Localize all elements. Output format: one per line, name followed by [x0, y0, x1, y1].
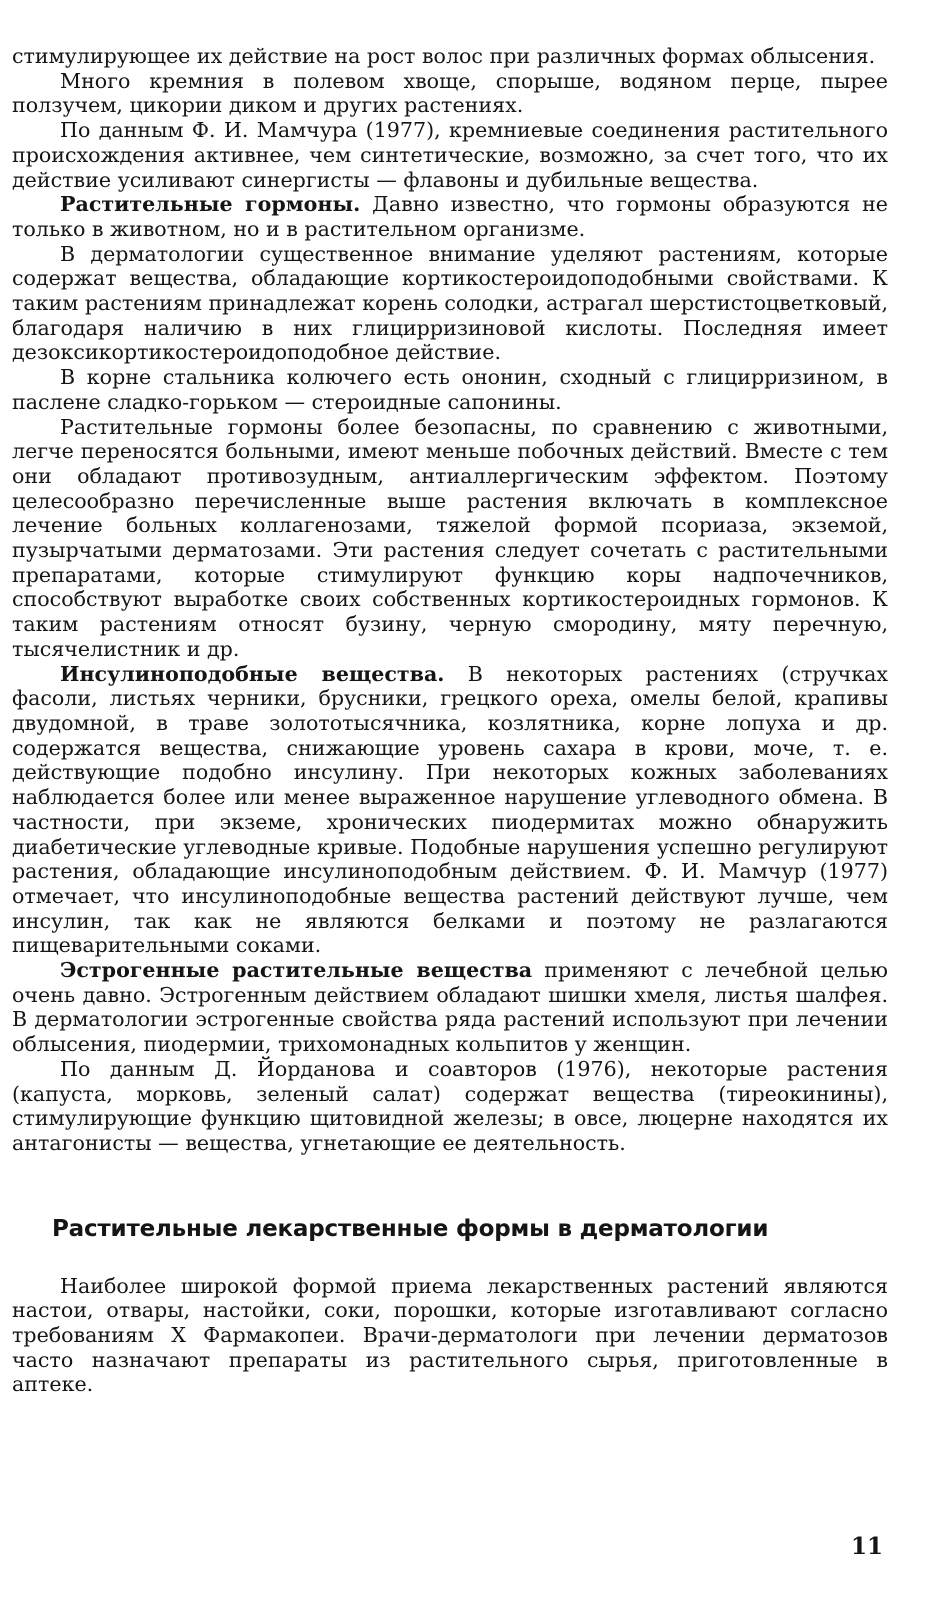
paragraph	[12, 662, 888, 958]
paragraph-lead: Эстрогенные растительные вещества	[60, 958, 533, 983]
paragraph: Растительные гормоны более безопасны, по сравнению с животными, легче переносятся больными, имеют меньше побочных действий. Вместе с тем они обладают противозудным, антиаллергическим эффектом. Поэтому целесообразно перечисленные выше растения включать в комплексное лечение больных коллагенозами, тяжелой формой псориаза, экземой, пузырчатыми дерматозами. Эти растения следует сочетать с растительными препаратами, которые стимулируют функцию коры надпочечников, способствуют выработке своих собственных кортикостероидных гормонов. К таким растениям относят бузину, черную смородину, мяту перечную, тысячелистник и др.	[12, 414, 888, 661]
paragraph: По данным Ф. И. Мамчура (1977), кремниевые соединения растительного происхождения активнее, чем синтетические, возможно, за счет того, что их действие усиливают синергисты — флавоны и дубильные вещества.	[12, 118, 888, 192]
paragraph: Много кремния в полевом хвоще, спорыше, водяном перце, пырее ползучем, цикории диком и других растениях.	[12, 68, 888, 118]
paragraph	[12, 192, 888, 241]
section-heading: Растительные лекарственные формы в дерматологии	[52, 1215, 769, 1242]
page-number: 11	[850, 1533, 883, 1560]
paragraph: По данным Д. Йорданова и соавторов (1976), некоторые растения (капуста, морковь, зеленый салат) содержат вещества (тиреокинины), стимулирующие функцию щитовидной железы; в овсе, люцерне находятся их антагонисты — вещества, угнетающие ее деятельность.	[12, 1056, 888, 1155]
paragraph	[12, 958, 888, 1057]
section-paragraph: Наиболее широкой формой приема лекарственных растений являются настои, отвары, настойки, соки, порошки, которые изготавливают согласно требованиям X Фармакопеи. Врачи-дерматологи при лечении дерматозов часто назначают препараты из растительного сырья, приготовленные в аптеке.	[12, 1273, 888, 1397]
paragraph: В корне стальника колючего есть ононин, сходный с глицирризином, в паслене сладко-горьком — стероидные сапонины.	[12, 365, 888, 414]
paragraph-text: применяют с лечебной целью очень давно. Эстрогенным действием обладают шишки хмеля, листья шалфея. В дерматологии эстрогенные свойства ряда растений используют при лечении облысения, пиодермии, трихомонадных кольпитов у женщин.	[12, 958, 888, 1057]
paragraph-lead: Инсулиноподобные вещества.	[60, 661, 445, 686]
paragraph: стимулирующее их действие на рост волос при различных формах облысения.	[12, 44, 876, 68]
paragraph: В дерматологии существенное внимание уделяют растениям, которые содержат вещества, обладающие кортикостероидоподобными свойствами. К таким растениям принадлежат корень солодки, астрагал шерстистоцветковый, благодаря наличию в них глицирризиновой кислоты. Последняя имеет дезоксикортикостероидоподобное действие.	[12, 241, 888, 365]
paragraph-lead: Растительные гормоны.	[60, 192, 361, 217]
paragraph-text: В некоторых растениях (стручках фасоли, листьях черники, брусники, грецкого ореха, омелы белой, крапивы двудомной, в траве золототысячника, козлятника, корне лопуха и др. содержатся вещества, снижающие уровень сахара в крови, моче, т. е. действующие подобно инсулину. При некоторых кожных заболеваниях наблюдается более или менее выраженное нарушение углеводного обмена. В частности, при экземе, хронических пиодермитах можно обнаружить диабетические углеводные кривые. Подобные нарушения успешно регулируют растения, обладающие инсулиноподобным действием. Ф. И. Мамчур (1977) отмечает, что инсулиноподобные вещества растений действуют лучше, чем инсулин, так как не являются белками и поэтому не разлагаются пищеварительными соками.	[12, 661, 888, 958]
page-body	[12, 44, 888, 1397]
paragraph-text: Давно известно, что гормоны образуются не только в животном, но и в растительном организме.	[12, 192, 888, 241]
